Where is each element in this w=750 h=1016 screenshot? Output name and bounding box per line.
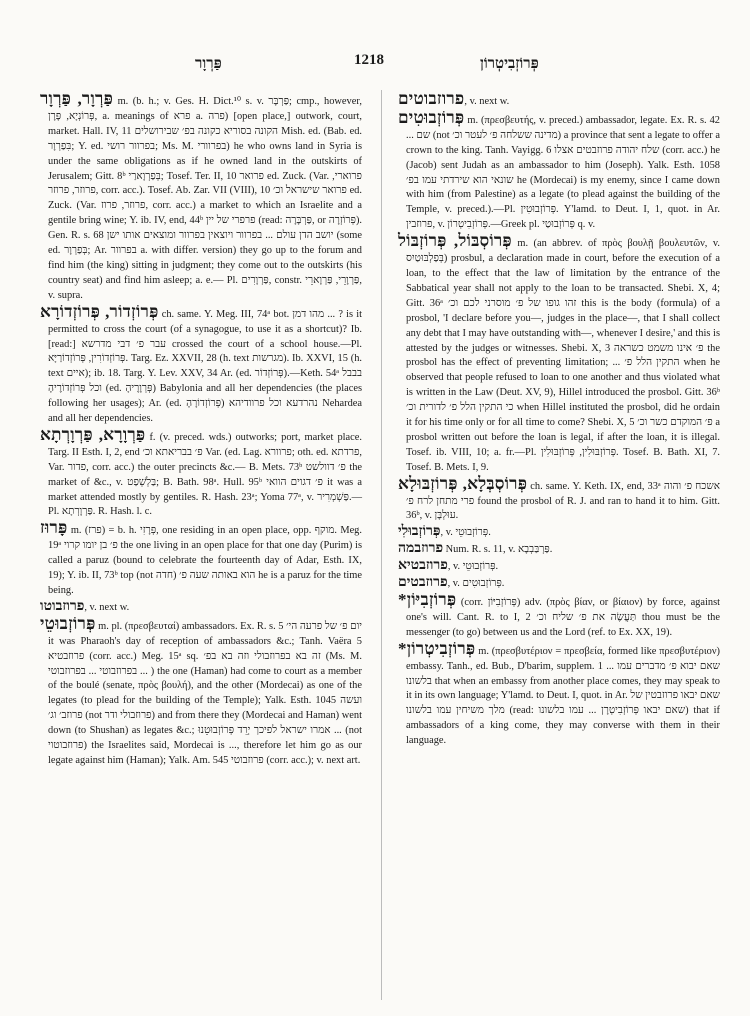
page-number: 1218 <box>354 52 384 68</box>
dictionary-entry <box>40 613 363 769</box>
entry-headword: פרוזבוטים <box>398 89 465 108</box>
entry-text: m. (b. h.; v. Ges. H. Dict.¹⁰ s. v. פַּרְבָּר; cmp., however, פְּרוֹנְיָא, פָּרָן, a. meanings of פרא a. פרה) [open place,] outwork, court, market. Hall. IV, 11 הקונה בסוריא כקונה בפ׳ שבירושלים Mish. ed. (Bab. ed. בִּפַרְוָר; Y. ed. בפרוור רושי; Ms. M. בפרוורי) he who owns land in Syria is under the same obligations as if he owned land in the outskirts of Jerusalem; Gitt. 8ᵇ בְּפַרְוָארַי; Tosef. Ter. II, 10 פרואר ed. Zuck. (Var. פרוארי, פרוזר, פרוזר, corr. acc.). Tosef. Ab. Zar. VII (VIII), 10 פרואר שישראל וכ׳ ed. Zuck. (Var. פרוזר, פרוז, corr. acc.) a market to which an Israelite and a gentile bring wine; Y. ib. IV, end, 44ᵇ פרפרי של יין (read: פַּרְבָּרָה, or פְּרוֹזְרָה). Gen. R. s. 68 יושב הדן עולם ... בפרוור ויוצאין בפרוור ומוצאים אותו ישן (some ed. בְּפַרְוָר; Ar. בפרוור a. with differ. version) they go up to the forum and find him (the king) sitting in judgment; they come out to the outskirts (his country seat) and find him asleep; a. e.— Pl. פַּרְוָרִים, constr. פַּרְוָרֵי, פַּרְוָארֵי, v. supra. <box>48 96 362 301</box>
left-column <box>40 89 363 770</box>
entry-headword: פרוזבמה <box>398 541 444 557</box>
entry-headword: פָּרוּז <box>40 518 68 538</box>
header-right-word: פְּרוֹזְבִיטְרוֹן <box>480 54 539 72</box>
entry-headword: פְּרוֹזְבוּטִים <box>398 107 465 127</box>
column-divider <box>381 90 382 1000</box>
entry-headword: *פְּרוֹזְבִיּוֹן <box>398 590 457 609</box>
dictionary-entry <box>398 559 720 575</box>
entry-text: ch. same. Y. Meg. III, 74ᵃ bot. מהו דמן ... ? is it permitted to cross the court (of a synagogue, to use it as a shortcut)? Ib. [read:] עבר פ׳ דבי מדרשא crossed the court of a school house.—Pl. פְּרוֹזְדוֹרִין, פְּרוֹזְדוֹרַיָּא. Targ. Ez. XXVII, 28 (h. text מגרשות). Ib. XXVI, 15 (h. text איים); ib. 18. Targ. Y. Lev. XXV, 34 Ar. (ed. פְּרוֹזְדוֹר).—Keth. 54ᵃ בבבל וכל פְּרוֹזְדוֹרֶיהָ (ed. פְּרְוָרֶיהָ) Babylonia and all her dependencies (the places following her usages); Ar. (ed. פְּרוֹזְדוֹרָהָ) נהרדעא וכל פרוודיהא Nehardea and all her dependencies. <box>48 308 363 425</box>
entry-text: m. (πρεσβυτέριον = πρεσβεία, formed like πρεσβυτέριον) embassy. Tanh., ed. Bub., D'barim, supplem. 1 ... שאם יבוא פ׳ מדברים עמו בלשונו that when an embassy from another place comes, they may speak to it in its own language; Y'lamd. to Deut. I, quot. in Ar. שאם יבאו פרוזבטין של מלך משיחין עמו בלשונו (read: שאם יבאו פְּרוֹזְבִיטְרָן ... עמו בלשונו) that if ambassadors of a king come, they may converse with them in their language. <box>406 645 721 747</box>
entry-text: ch. same. Y. Keth. IX, end, 33ᵃ אשכח פ׳ והוה פרי מתחן לרח פ׳ found the prosbol of R. J. and ran to hand it to him. Gitt. 36ᵇ, v. עוּלְבָּן. <box>406 480 720 522</box>
dictionary-entry <box>398 473 720 525</box>
dictionary-entry <box>398 590 721 641</box>
dictionary-entry <box>40 301 363 427</box>
entry-text: , v. פְּרוֹזְבוּטֵי. <box>440 527 491 539</box>
dictionary-entry <box>40 424 363 520</box>
entry-text: , v. פְּרוֹזְבוּטֵי. <box>447 561 499 573</box>
entry-text: m. (πρεσβευτής, v. preced.) ambassador, legate. Ex. R. s. 42 ... שם (not מדינה ששלחה פ׳ לעטר וכ׳) a province that sent a legate to offer a crown to the king. Tanh. Vayigg. 6 שלח יהודה פרוזבטים אצלו (corr. acc.) he (Jacob) sent Judah as an ambassador to him (Joseph). Yalk. Esth. 1058 שונאי הוא שירדתי עמו בפ׳ he (Mordecai) is my enemy, since I came down with him (from Palestine) as a legate (to plead against the building of the Temple, v. preced.).—Pl. פְּרוֹזְבוּטִין. Y'lamd. to Deut. I, 1, quot. in Ar. פרוזבין, v. פְּרוֹזְבִיטְרוֹן.—Greek pl. פְּרוֹזְבוּטַי q. v. <box>406 114 720 231</box>
entry-headword: פרוזבטיא <box>398 558 448 574</box>
entry-headword: פְּרוֹזְבוּלִי <box>398 524 441 540</box>
entry-headword: פרוזבוטו <box>40 598 85 614</box>
running-head <box>0 50 750 74</box>
entry-text: (corr. פְּרוֹזְבִיּוֹן) adv. (πρὸς βίαν, or βίαιον) by force, against one's will. Cant. R. to I, 2 תַּעֲשֶׂה את פ׳ שליח וכ׳ thou must be the messenger (to go) between us and the Lord (ref. to Ex. XX, 19). <box>406 597 721 638</box>
entry-text: m. (an abbrev. of πρὸς βουλῇ βουλευτῶν, v. בְּפַלְבּוּטַיִס) prosbul, a declaration made in court, before the execution of a loan, to the effect that the law of limitation by the entrance of the Sabbatical year shall not apply to the loan to be transacted. Shebi. X, 4; Gitt. 36ᵃ זהו גופו של פ׳ מוסרני לכם וכ׳ this is the body (formula) of a prosbol, 'I declare before you—, judges in the place—, that I shall collect any debt that I may have outstanding with—, whenever I desire,' and this is attested by the judges or witnesses. Shebi. X, 3 פ׳ אינו משמט כשראה the prosbol has the effect of preventing limitation; ... התקין הלל פ׳ when he observed that people refused to loan to one another and thus violated what is written in the Law (Deut. XV, 9), Hillel introduced the prosbol. Gitt. 36ᵇ כי התקין הלל פ׳ לדורית וכ׳ when Hillel instituted the prosbol, did he ordain it for his time only or for all time to come? Shebi. X, 5 פ׳ המוקדם כשר וכ׳ a prosbol written out before the loan is legal, if after the loan, it is illegal. Tosef. ib. VIII, 10; a. fr.—Pl. פְּרוֹזְבּוּלִין, פְּרוֹזְבּוּלִין. Tosef. B. Bath. XI, 7. Tosef. B. Mets. I, 9. <box>406 238 720 473</box>
entry-text: , v. פְּרוֹזְבוּטִים. <box>447 578 505 590</box>
entry-headword: פַּרְוָרָא, פַּרְוָרְתָא <box>40 424 146 444</box>
entry-headword: *פְּרוֹזְבִיטְרוֹן <box>398 638 476 658</box>
dictionary-entry <box>398 231 720 476</box>
entry-headword: פְּרוֹסְבְּלָא, פְּרוֹזְבּוּלָא <box>398 473 528 493</box>
entry-text: , v. next w. <box>464 96 510 107</box>
entry-headword: פַּרְוָר, פַּרְוָר <box>40 89 114 108</box>
right-column <box>398 89 721 750</box>
entry-text: , v. next w. <box>84 601 130 613</box>
header-left-word: פַּרְוָר <box>195 54 222 72</box>
dictionary-entry <box>398 638 721 749</box>
dictionary-entry <box>40 518 362 599</box>
entry-text: f. (v. preced. wds.) outworks; port, market place. Targ. II Esth. I, 2, end פ׳ בבריאתא וכ׳ Var. (ed. Lag. פרוורא; oth. ed. פרדתא, Var. פדור, corr. acc.) the outer precincts &c.— B. Mets. 73ᵇ פ׳ דוולשט the market of &c., v. בַּלְשְׁפַט; B. Bath. 98ᵃ. Hull. 95ᵇ פ׳ דגוים הוואי it was a market attended mostly by gentiles. R. Hash. 23ᵃ; Yoma 77ᵃ, v. פַּשְׁמְרִיר.—Pl. פַּרְוָרְתָא. R. Hash. l. c. <box>48 431 363 518</box>
entry-headword: פְּרוֹסְבּוֹל, פְּרוֹזְבּוֹל <box>398 231 512 251</box>
entry-text: Num. R. s. 11, v. פַּרְבַּבְבָא. <box>443 544 553 556</box>
dictionary-entry <box>398 107 720 233</box>
entry-headword: פְּרוֹזְדוֹר, פְּרוֹזְדוֹרָא <box>40 301 159 321</box>
dictionary-entry <box>40 89 362 304</box>
entry-headword: פרוזבטים <box>398 575 448 591</box>
entry-text: m. pl. (πρεσβευταί) ambassadors. Ex. R. s. 5 יום פ׳ של פרעה הי׳ it was Pharaoh's day of reception of ambassadors &c.; Tanh. Vaëra 5 פרוזבטיא (corr. acc.) Meg. 15ᵃ sq. זה בא בפרוזבולי וזה בא בפ׳ (Ms. M. בפרוזבוטי ... בפרוזבוטי ... ) the one (Haman) had come to court as a member of the boulé (senate, πρὸς βουλή), and the other (Mordecai) as one of the legates (to plead for the building of the Temple); Yalk. Esth. 1045 ועשה פרוזב׳ וג׳ (not פרוזבולי ודר) and from there they (Mordecai and Haman) went down (to Shushan) as legates &c.; אמרו ישראל לפיכך יְרֵד פְּרוֹזְבוּטֵנוּ ... (not פרוזבוטוי) the Israelites said, Mordecai is ..., therefore let him go as our legate against him (Haman); Yalk. Am. 545 פרוזבוטי (corr. acc.); v. next art. <box>48 620 363 766</box>
entry-text: m. (פרז) = b. h. פְּרָזִי, one residing in an open place, opp. מוקף. Meg. 19ᵃ פ׳ בן יומו קרוי the one living in an open place for that one day (Purim) is called a paruz (bound to celebrate the fourteenth day of Adar, Esth. IX, 19); Y. ib. II, 73ᵇ top (not חדה) הוא באותה שעה פ׳ he is a paruz for the time being. <box>48 525 362 596</box>
dictionary-entry <box>398 525 720 541</box>
dictionary-entry <box>398 542 720 558</box>
entry-headword: פְּרוֹזְבוּטֵי <box>40 613 96 633</box>
